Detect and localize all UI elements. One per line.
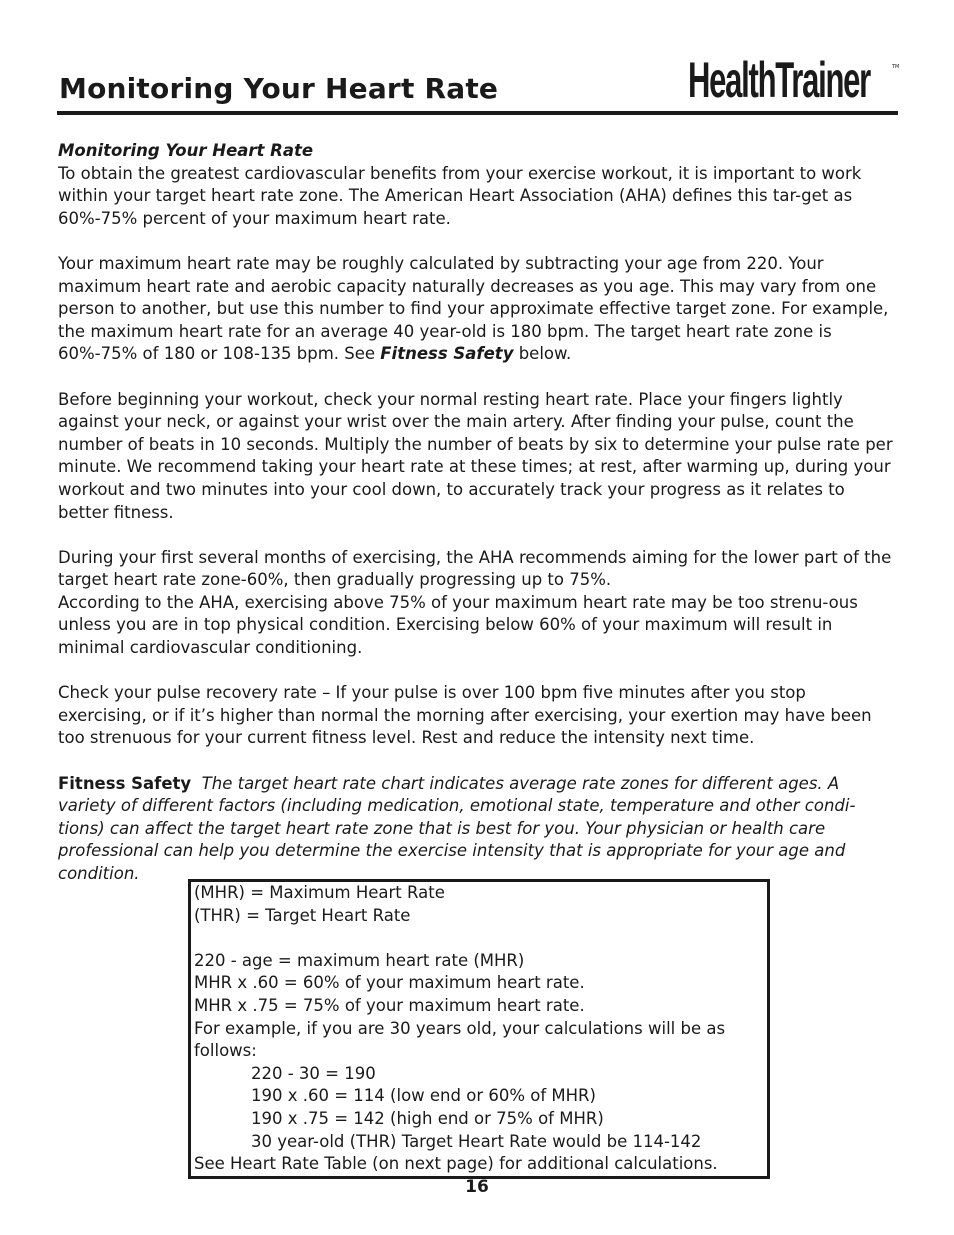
fitness-safety-text: The target heart rate chart indicates average rate zones for different ages. A variety of different factors (including medication, emotional state, temperature and other condi-tions) can affect the target heart rate zone that is best for you. Your physician or health care professional can help you determine the exercise intensity that is appropriate for your age and condition.	[58, 773, 856, 883]
paragraph-pulse-recovery: Check your pulse recovery rate – If your pulse is over 100 bpm five minutes after you stop exercising, or if it’s higher than normal the morning after exercising, your exertion may have been too strenuous for your current fitness level. Rest and reduce the intensity next time.	[58, 683, 872, 748]
section-subheading: Monitoring Your Heart Rate	[58, 141, 314, 160]
page-number: 16	[465, 1177, 489, 1197]
fitness-safety-label: Fitness Safety	[58, 773, 192, 793]
paragraph-first-months: During your first several months of exercising, the AHA recommends aiming for the lower part of the target heart rate zone-60%, then gradually progressing up to 75%.	[58, 547, 892, 590]
trademark-mark: TM	[892, 64, 900, 70]
paragraph-target-zone: To obtain the greatest cardiovascular benefits from your exercise workout, it is important to work within your target heart rate zone. The American Heart Association (AHA) defines this tar-get as 60%-75% percent of your maximum heart rate.	[58, 163, 862, 228]
formula-example-line: 190 x .60 = 114 (low end or 60% of MHR)	[251, 1086, 596, 1106]
formula-line: 220 - age = maximum heart rate (MHR)	[194, 950, 525, 970]
formula-example-line: 190 x .75 = 142 (high end or 75% of MHR)	[251, 1108, 604, 1128]
formula-example-line: 30 year-old (THR) Target Heart Rate would be 114-142	[251, 1131, 702, 1151]
intro-block	[58, 140, 898, 230]
paragraph-max-heart-rate	[58, 253, 898, 366]
formula-line: MHR x .75 = 75% of your maximum heart rate.	[194, 995, 585, 1015]
formula-line: (THR) = Target Heart Rate	[194, 905, 411, 925]
heart-rate-formula-box	[188, 879, 770, 1179]
paragraph-aha-exercising: According to the AHA, exercising above 75% of your maximum heart rate may be too strenu-ous unless you are in top physical condition. Exercising below 60% of your maximum will result in minimal cardiovascular conditioning.	[58, 592, 858, 658]
healthtrainer-logo: HealthTrainer	[688, 52, 871, 108]
paragraph-resting-rate: Before beginning your workout, check your normal resting heart rate. Place your fingers lightly against your neck, or against your wrist over the main artery. After finding your pulse, count the number of beats in 10 seconds. Multiply the number of beats by six to determine your pulse rate per minute. We recommend taking your heart rate at these times; at rest, after warming up, during your workout and two minutes into your cool down, to accurately track your progress as it relates to better fitness.	[58, 389, 893, 522]
formula-line: MHR x .60 = 60% of your maximum heart rate.	[194, 973, 585, 993]
fitness-safety-reference: Fitness Safety	[380, 344, 514, 364]
paragraph-max-heart-rate-text: Your maximum heart rate may be roughly calculated by subtracting your age from 220. Your maximum heart rate and aerobic capacity naturally decreases as you age. This may vary from one person to another, but use this number to find your approximate effective target zone. For example, the maximum heart rate for an average 40 year-old is 180 bpm. The target heart rate zone is 60%-75% of 180 or 108-135 bpm. See	[58, 253, 889, 364]
formula-spacer	[191, 927, 767, 950]
formula-line: For example, if you are 30 years old, your calculations will be as follows:	[194, 1018, 726, 1061]
header-divider	[57, 111, 898, 115]
page-title: Monitoring Your Heart Rate	[59, 72, 499, 105]
formula-example-line: 220 - 30 = 190	[251, 1063, 376, 1083]
formula-line: See Heart Rate Table (on next page) for additional calculations.	[194, 1154, 718, 1174]
fitness-safety-paragraph	[58, 773, 898, 886]
paragraph-max-heart-rate-end: below.	[513, 344, 572, 364]
formula-line: (MHR) = Maximum Heart Rate	[194, 883, 445, 902]
body-text	[58, 140, 898, 886]
